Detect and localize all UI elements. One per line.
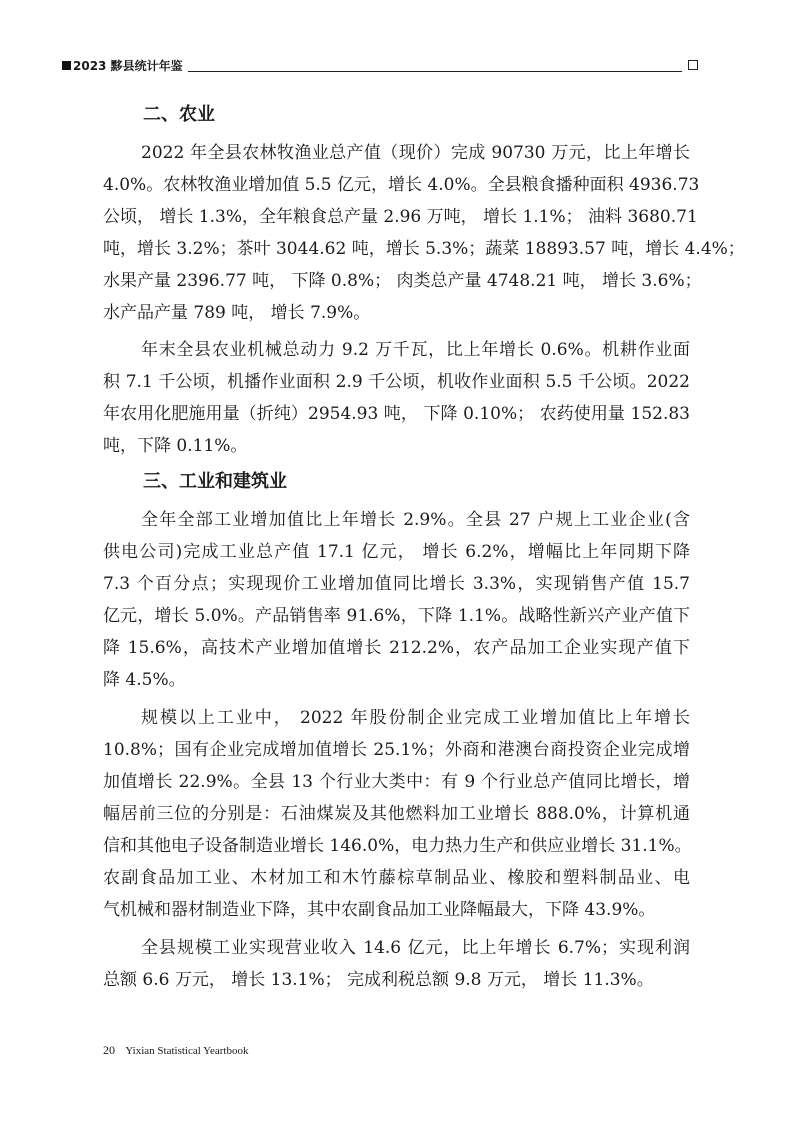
text-line: 吨，增长 3.2%；茶叶 3044.62 吨，增长 5.3%；蔬菜 18893.57 吨，增长 4.4%； [103,239,745,259]
text-line: 气机械和器材制造业下降，其中农副食品加工业降幅最大，下降 43.9%。 [103,900,656,920]
text-line: 7.3 个百分点；实现现价工业增加值同比增长 3.3%，实现销售产值 15.7 [103,574,690,594]
text-line: 信和其他电子设备制造业增长 146.0%，电力热力生产和供应业增长 31.1%。 [103,836,692,856]
text-line: 加值增长 22.9%。全县 13 个行业大类中：有 9 个行业总产值同比增长，增 [103,772,690,792]
header-title: 2023 黟县统计年鉴 [73,59,183,73]
paragraph-industry-revenue [103,932,690,996]
header-rule [188,71,682,72]
text-line: 2022 年全县农林牧渔业总产值（现价）完成 90730 万元，比上年增长 [141,143,690,163]
section-heading-agriculture: 二、农业 [143,104,215,125]
paragraph-agriculture-output [103,137,745,329]
text-line: 水产品产量 789 吨， 增长 7.9%。 [103,303,371,323]
section-heading-industry: 三、工业和建筑业 [143,471,287,492]
text-line: 10.8%；国有企业完成增加值增长 25.1%；外商和港澳台商投资企业完成增 [103,740,690,760]
text-line: 供电公司)完成工业总产值 17.1 亿元， 增长 6.2%，增幅比上年同期下降 [103,542,690,562]
text-line: 全年全部工业增加值比上年增长 2.9%。全县 27 户规上工业企业(含 [141,510,690,530]
text-line: 规模以上工业中， 2022 年股份制企业完成工业增加值比上年增长 [141,708,690,728]
text-line: 4.0%。农林牧渔业增加值 5.5 亿元，增长 4.0%。全县粮食播种面积 4936.73 [103,175,700,195]
text-line: 积 7.1 千公顷，机播作业面积 2.9 千公顷，机收作业面积 5.5 千公顷。2022 [103,372,690,392]
paragraph-industry-scale [103,702,690,926]
text-line: 亿元，增长 5.0%。产品销售率 91.6%，下降 1.1%。战略性新兴产业产值下 [103,606,690,626]
text-line: 吨，下降 0.11%。 [103,436,248,456]
text-line: 降 4.5%。 [103,670,186,690]
page-footer [103,1043,248,1058]
text-line: 公顷， 增长 1.3%，全年粮食总产量 2.96 万吨， 增长 1.1%； 油料 3680.71 [103,207,698,227]
text-line: 总额 6.6 万元， 增长 13.1%； 完成利税总额 9.8 万元， 增长 11.3%。 [103,970,654,990]
text-line: 年农用化肥施用量（折纯）2954.93 吨， 下降 0.10%； 农药使用量 152.83 [103,404,690,424]
paragraph-agriculture-machinery [103,334,690,462]
text-line: 水果产量 2396.77 吨， 下降 0.8%； 肉类总产量 4748.21 吨， 增长 3.6%； [103,271,702,291]
page-header [62,58,698,74]
page-number: 20 [103,1043,115,1057]
text-line: 年末全县农业机械总动力 9.2 万千瓦，比上年增长 0.6%。机耕作业面 [141,340,690,360]
text-line: 全县规模工业实现营业收入 14.6 亿元，比上年增长 6.7%；实现利润 [141,938,690,958]
paragraph-industry-overview [103,504,690,696]
footer-book-title: Yixian Statistical Yeartbook [125,1045,249,1057]
text-line: 幅居前三位的分别是：石油煤炭及其他燃料加工业增长 888.0%，计算机通 [103,804,690,824]
text-line: 降 15.6%，高技术产业增加值增长 212.2%，农产品加工企业实现产值下 [103,638,690,658]
header-square-icon [62,61,71,70]
text-line: 农副食品加工业、木材加工和木竹藤棕草制品业、橡胶和塑料制品业、电 [103,868,690,888]
header-box-icon [688,60,698,70]
